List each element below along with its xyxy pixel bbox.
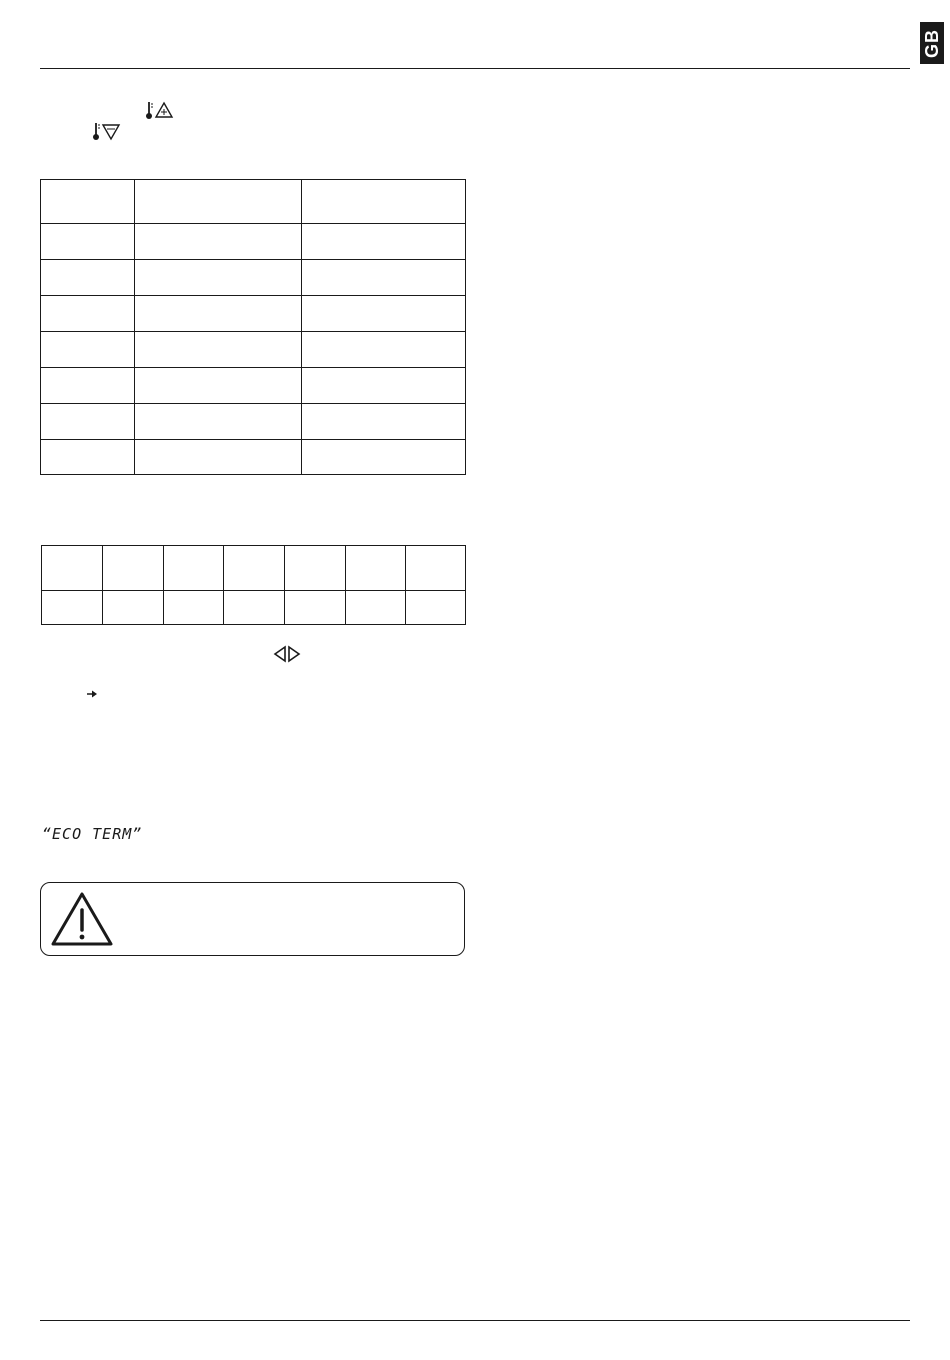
table-cell <box>41 296 135 332</box>
table-cell <box>103 546 164 591</box>
table-row <box>41 404 466 440</box>
table-cell <box>135 332 302 368</box>
table-cell <box>42 591 103 625</box>
table-header-row <box>42 546 466 591</box>
table-cell <box>164 546 224 591</box>
table-cell <box>41 224 135 260</box>
table-cell <box>135 296 302 332</box>
table-cell <box>41 440 135 475</box>
table-cell <box>346 546 406 591</box>
table-cell <box>135 260 302 296</box>
table-cell <box>302 180 466 224</box>
table-row <box>41 440 466 475</box>
table-cell <box>135 224 302 260</box>
table-header-row <box>41 180 466 224</box>
table-cell <box>406 591 466 625</box>
warning-box <box>40 882 465 956</box>
table-cell <box>135 180 302 224</box>
table-cell <box>302 332 466 368</box>
table-cell <box>41 180 135 224</box>
language-tab <box>920 22 944 64</box>
table-row <box>41 332 466 368</box>
table-cell <box>135 440 302 475</box>
table-cell <box>135 368 302 404</box>
program-table <box>41 545 466 625</box>
table-cell <box>302 440 466 475</box>
thermometer-triangle-down-icon <box>92 121 122 143</box>
table-cell <box>302 368 466 404</box>
table-cell <box>302 404 466 440</box>
thermometer-triangle-up-icon <box>145 99 175 123</box>
table-cell <box>302 296 466 332</box>
table-cell <box>406 546 466 591</box>
settings-table <box>40 179 466 475</box>
table-row <box>42 591 466 625</box>
table-cell <box>135 404 302 440</box>
footer-rule <box>40 1320 910 1321</box>
table-cell <box>302 224 466 260</box>
table-cell <box>41 260 135 296</box>
table-cell <box>285 591 346 625</box>
table-cell <box>103 591 164 625</box>
header-rule <box>40 68 910 69</box>
right-arrow-icon <box>86 689 98 699</box>
left-right-arrows-icon <box>272 645 302 663</box>
table-cell <box>302 260 466 296</box>
eco-term-label: “ECO TERM” <box>42 825 143 843</box>
table-cell <box>346 591 406 625</box>
warning-triangle-icon <box>49 890 115 948</box>
table-cell <box>285 546 346 591</box>
table-cell <box>41 332 135 368</box>
language-tab-label: GB <box>921 28 942 58</box>
table-cell <box>42 546 103 591</box>
table-row <box>41 368 466 404</box>
table-cell <box>41 404 135 440</box>
table-row <box>41 260 466 296</box>
table-cell <box>164 591 224 625</box>
table-row <box>41 224 466 260</box>
table-cell <box>41 368 135 404</box>
table-cell <box>224 591 285 625</box>
table-row <box>41 296 466 332</box>
table-cell <box>224 546 285 591</box>
